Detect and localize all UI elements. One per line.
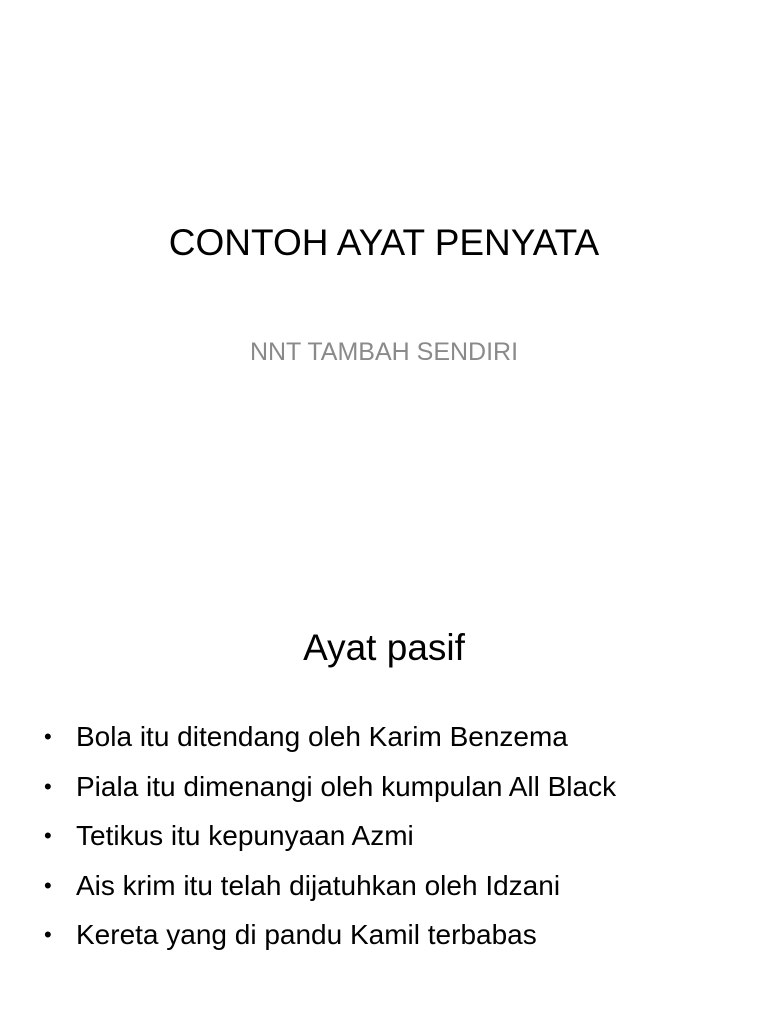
list-item — [40, 811, 740, 861]
list-item — [40, 712, 740, 762]
list-item-text: Kereta yang di pandu Kamil terbabas — [76, 919, 537, 950]
list-item-text: Bola itu ditendang oleh Karim Benzema — [76, 721, 568, 752]
bullet-icon: • — [44, 823, 52, 848]
list-item-text: Tetikus itu kepunyaan Azmi — [76, 820, 414, 851]
slide-subtitle: NNT TAMBAH SENDIRI — [249, 338, 519, 366]
bullet-icon: • — [44, 724, 52, 749]
slide-2 — [0, 512, 768, 1024]
bullet-icon: • — [44, 922, 52, 947]
slide-title: CONTOH AYAT PENYATA — [168, 222, 600, 263]
bullet-list — [40, 712, 740, 960]
slide-title: Ayat pasif — [303, 627, 465, 668]
list-item — [40, 910, 740, 960]
list-item-text: Ais krim itu telah dijatuhkan oleh Idzani — [76, 869, 561, 901]
list-item-text: Piala itu dimenangi oleh kumpulan All Black — [76, 770, 617, 802]
list-item — [40, 861, 740, 911]
bullet-icon: • — [44, 872, 52, 898]
bullet-icon: • — [44, 773, 52, 799]
list-item — [40, 762, 740, 812]
